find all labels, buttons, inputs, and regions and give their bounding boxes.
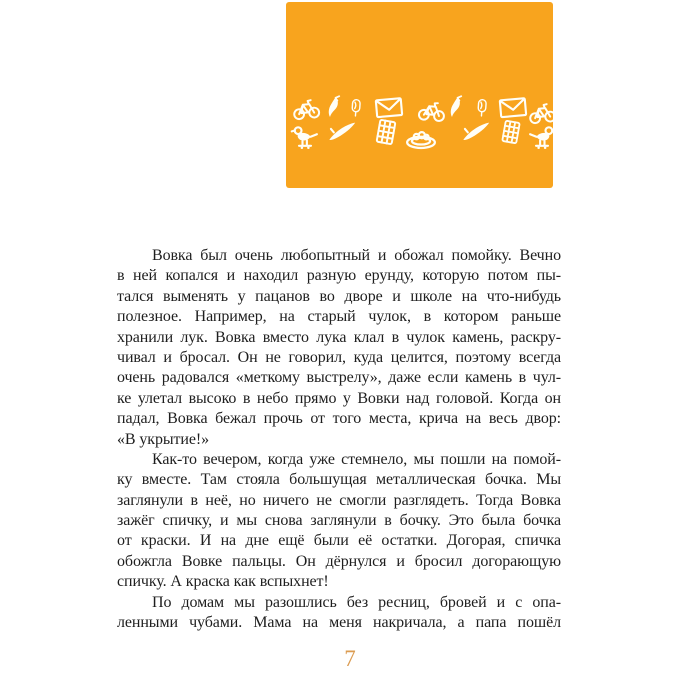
text-line: от краски. И на дне ещё были её остатки. Догорая, спичка [117,532,561,550]
bird-icon [526,120,553,150]
text-line: ке улетал высоко в небо прямо у Вовки над головой. Когда он [117,389,561,407]
text-line: заглянули в неё, но ничего не смогли разглядеть. Тогда Вовка [117,491,561,509]
text-line: чивал и бросал. Он не говорил, куда целится, поэтому всегда [117,348,561,366]
text-line: спичку. А краска как вспыхнет! [117,573,329,591]
text-line: Вовка был очень любопытный и обожал помойку. Вечно [152,247,561,264]
text-line: По домам мы разошлись без ресниц, бровей и с опа- [152,593,561,611]
plate-icon [394,120,448,152]
text-line: Как-то вечером, когда уже стемнело, мы пошли на помой- [152,450,561,468]
text-line: «В укрытие!» [117,430,209,448]
text-line: ку вместе. Там стояла большущая металлическая бочка. Мы [117,471,561,489]
waffle-icon [495,112,527,152]
text-line: тался выменять у пацанов во дворе и школе на что-нибудь [117,287,561,305]
page-number: 7 [344,646,356,671]
text-block [117,246,561,633]
rocket-icon [311,111,374,147]
text-line: очень радовался «меткому выстрелу», даже если камень в чул- [117,369,561,387]
text-line: обожгла Вовке пальцы. Он дёрнулся и бросил догорающую [117,552,561,570]
chapter-banner [286,2,553,188]
text-line: полезное. Например, на старый чулок, в котором раньше [117,308,561,326]
text-line: хранили лук. Вовка вместо лука клал в чулок камень, раскру- [117,328,561,346]
text-line: падал, Вовка бежал прочь от того места, крича на весь двор: [117,410,561,428]
text-line: ленными чубами. Мама на меня накричала, а папа пошёл [117,614,561,632]
text-line: зажёг спичку, и мы снова заглянули в бочку. Это была бочка [117,512,561,530]
text-line: в ней копался и находил разную ерунду, которую потом пы- [117,267,561,285]
